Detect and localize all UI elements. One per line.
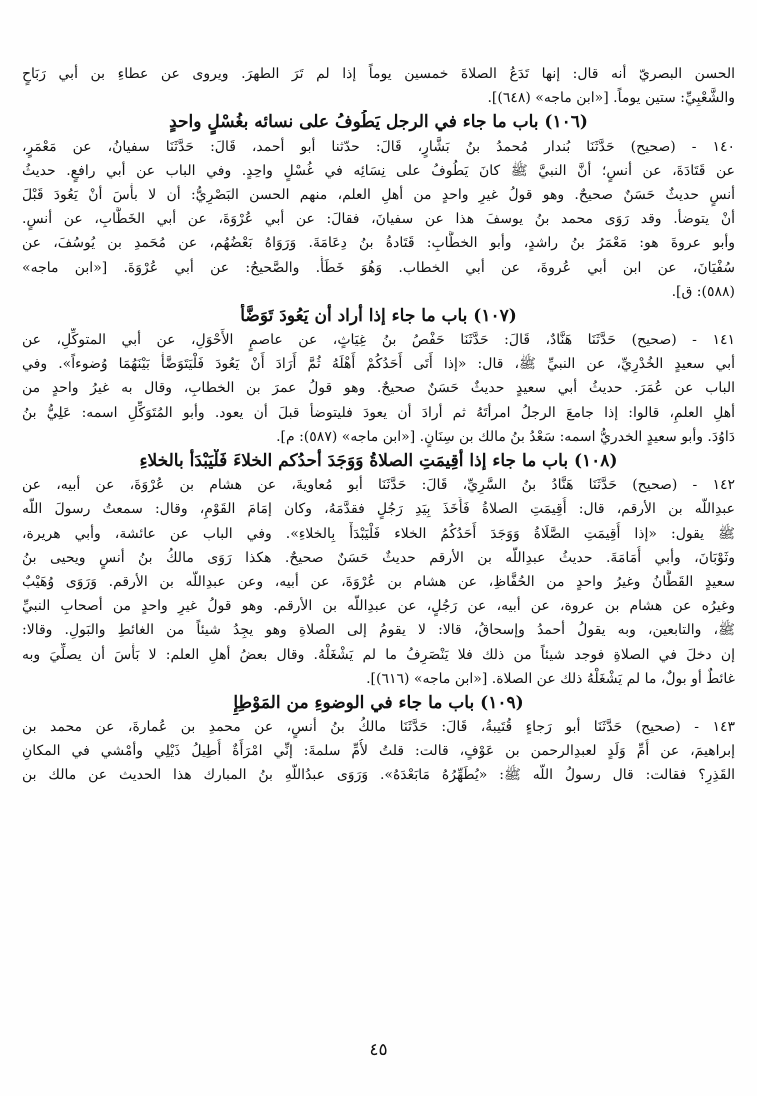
text-line: وأبو عروةَ هو: مَعْمَرُ بنُ راشدٍ، وأبو الخطَّابِ: قَتَادةُ بنُ دِعَامَةَ. وَرَوَاهُ بَعْضُهُم، عن مُحَمدِ بن يُوسُفَ، عن [22, 235, 735, 252]
text-line: القَذِرِ؟ فقالت: قال رسولُ اللّه ﷺ: «يُطَهِّرُهُ مَابَعْدَهُ». وَرَوَى عبدُاللّهِ بنُ المبارك هذا الحديث عن مالك بن [22, 767, 735, 784]
text-line: وغيرُه عن هشام بن عروة، عن أبيه، عن رَجُلٍ، عن عبدِاللّه بن الأرقم. وهو قولُ غيرِ واحدٍ من أصحابِ النبيِّ [22, 598, 735, 615]
text-line: ١٤١ - (صحيح) حَدَّثَنَا هَنَّادٌ، قَالَ: حَدَّثَنَا حَفْصُ بنُ غِيَاثٍ، عن عاصمٍ الأَحْوَلِ، عن أبي المتوكِّلِ، عن [22, 332, 735, 349]
text-line: ﷺ يقول: «إذا أُقِيمَتِ الصَّلَاةُ وَوَجَدَ أَحَدُكُمُ الخلاء فَلْيَبْدَأْ بِالخلاءِ». وفي الباب عن عائشة، وأبي هريرة، [22, 525, 735, 542]
text-line: سعيدٍ القَطَّانُ وغيرُ واحدٍ من الحُفَّاظِ، عن هشام بن عُرْوَةَ، عن أبيه، وعن عبدِاللّه بن الأرقم. وَرَوَى وُهَيْبٌ [22, 573, 735, 590]
text-line: إن دخلَ في الصلاةِ فوجد شيئاً من ذلك فلا يَنْصَرِفُ ما لم يَشْغَلْهُ. وقال بعضُ أهلِ العلم: لا بَأْسَ أن يصلِّيَ وبه [22, 646, 735, 663]
chapter-heading: (١٠٨) باب ما جاء إذا أُقِيمَتِ الصلاةُ وَوَجَدَ أحدُكم الخلاءَ فَلْيَبْدَأْ بالخلاءِ [139, 451, 618, 471]
text-line: ١٤٠ - (صحيح) حَدَّثَنَا بُندار مُحمدُ بنُ بَشَّارٍ، قَالَ: حدّثنا أبو أحمد، قَالَ: حَدَّثَنَا سفيانُ، عن مَعْمَرٍ، [22, 138, 735, 155]
text-line: ﷺ، والتابعين، وبه يقولُ أحمدُ وإسحاقُ، قالا: لا يقومُ إلى الصلاةِ وهو يجِدُ شيئاً من الغائطِ والبَولِ. وقالا: [22, 622, 735, 639]
text-line: عبدِاللّه بن الأرقم، قال: أُقِيمَتِ الصلاةُ فَأَخَذَ بِيَدِ رَجُلٍ فقدَّمَهُ، وكان إمَامَ القَوْمِ، وقال: سمعتُ رسولَ اللّه [22, 501, 735, 518]
text-line: غائطٌ أو بولٌ، ما لم يَشْغَلْهُ ذلك عن الصلاة. [«ابن ماجه» (٦١٦)]. [366, 670, 735, 687]
text-line: أبي سعيدٍ الخُدْرِيِّ، عن النبيِّ ﷺ، قال: «إذا أَتَى أَحَدُكُمْ أَهْلَهُ ثُمَّ أَرَادَ أَنْ يَعُودَ فَلْيَتَوَضَّأْ بَيْنَهُمَا وُضوءاً». وفي [22, 356, 735, 373]
text-line: أنسٍ حديثٌ حَسَنٌ صحيحٌ. وهو قولُ غيرِ واحدٍ من أهلِ العلم، منهم الحسن البَصْرِيُّ: أن لا بأْسَ أنْ يَعُودَ قَبْلَ [22, 186, 735, 203]
page-number: ٤٥ [369, 1040, 388, 1060]
text-line: الباب عن عُمَرَ. حديثُ أبي سعيدٍ حديثٌ حَسَنٌ صحيحٌ. وهو قولُ عمرَ بن الخطابِ، وقال به غيرُ واحدٍ من [22, 380, 735, 397]
text-line: أنْ يتوضأ. وقد رَوَى محمد بنُ يوسفَ هذا عن سفيانَ، فقالَ: عن أبي عُرْوَةَ، عن أبي الخَطَّابِ، عن أنسٍ. [22, 211, 735, 228]
text-line: ١٤٢ - (صحيح) حَدَّثَنَا هَنَّادُ بنُ السَّرِيِّ، قَالَ: حَدَّثَنَا أبو مُعاويةَ، عن هشام بن عُرْوَةَ، عن أبيه، عن [22, 477, 735, 494]
text-line: والشَّعْبِيِّ: ستين يوماً. [«ابن ماجه» (٦٤٨)]. [487, 90, 735, 107]
text-line: دَاوُدَ. وأبو سعيدٍ الخدريُّ اسمه: سَعْدُ بنُ مالك بن سِنَانٍ. [«ابن ماجه» (٥٨٧): م]. [276, 428, 735, 445]
text-line: ١٤٣ - (صحيح) حَدَّثَنَا أبو رَجاءٍ قُتَيبةُ، قَالَ: حَدَّثَنَا مالكُ بنُ أنسٍ، عن محمدِ بن عُمارةَ، عن محمد بن [22, 719, 735, 736]
text-line: (٥٨٨): ق]. [671, 283, 735, 300]
chapter-heading: (١٠٧) باب ما جاء إذا أراد أن يَعُودَ تَوَضَّأَ [240, 305, 517, 326]
text-line: سُفْيَانَ، عن ابن أبي عُروةَ، عن أبي الخطاب. وَهُوَ خَطَأٌ. والصَّحيحُ: عن أبي عُرْوَةَ. [«ابن ماجه» [22, 259, 735, 276]
text-line: عن قَتَادَةَ، عن أنسٍ؛ أنَّ النبيَّ ﷺ كانَ يَطُوفُ على نِسَائِه في غُسْلٍ واحِدٍ. وفي الباب عن أبي رافعٍ. حديثُ [22, 162, 735, 179]
chapter-heading: (١٠٩) باب ما جاء في الوضوءِ من المَوْطِإِ [233, 692, 524, 713]
chapter-heading: (١٠٦) باب ما جاء في الرجل يَطُوفُ على نسائه بغُسْلٍ واحدٍ [169, 112, 588, 133]
text-line: وثَوْبَانَ، وأبي أُمَامَةَ. حديثُ عبدِاللّه بن الأرقم حديثٌ حَسَنٌ صحيحٌ. هكذا رَوَى مالكُ بنُ أنسٍ ويحيى بنُ [22, 549, 735, 566]
text-line: أهلِ العلمِ، قالوا: إذا جامعَ الرجلُ امرأتَهُ ثم أرادَ أن يعودَ فليتوضأ قبلَ أن يعود. وأبو المُتَوَكِّلِ اسمه: عَلِيُّ بنُ [22, 404, 735, 421]
text-line: إبراهيمَ، عن أُمِّ وَلَدٍ لعبدِالرحمن بن عَوْفٍ، قالت: قلتُ لأُمِّ سلمةَ: إنِّي امْرَأَةٌ أُطِيلُ ذَيْلِي وأمْشي في المكانِ [22, 743, 735, 760]
text-block [22, 62, 735, 788]
text-line: الحسن البصريّ أنه قال: إنها تَدَعُ الصلاةَ خمسين يوماً إذا لم تَرَ الطهرَ. ويروى عن عطاءِ بن أبي رَبَاحٍ [22, 66, 735, 82]
